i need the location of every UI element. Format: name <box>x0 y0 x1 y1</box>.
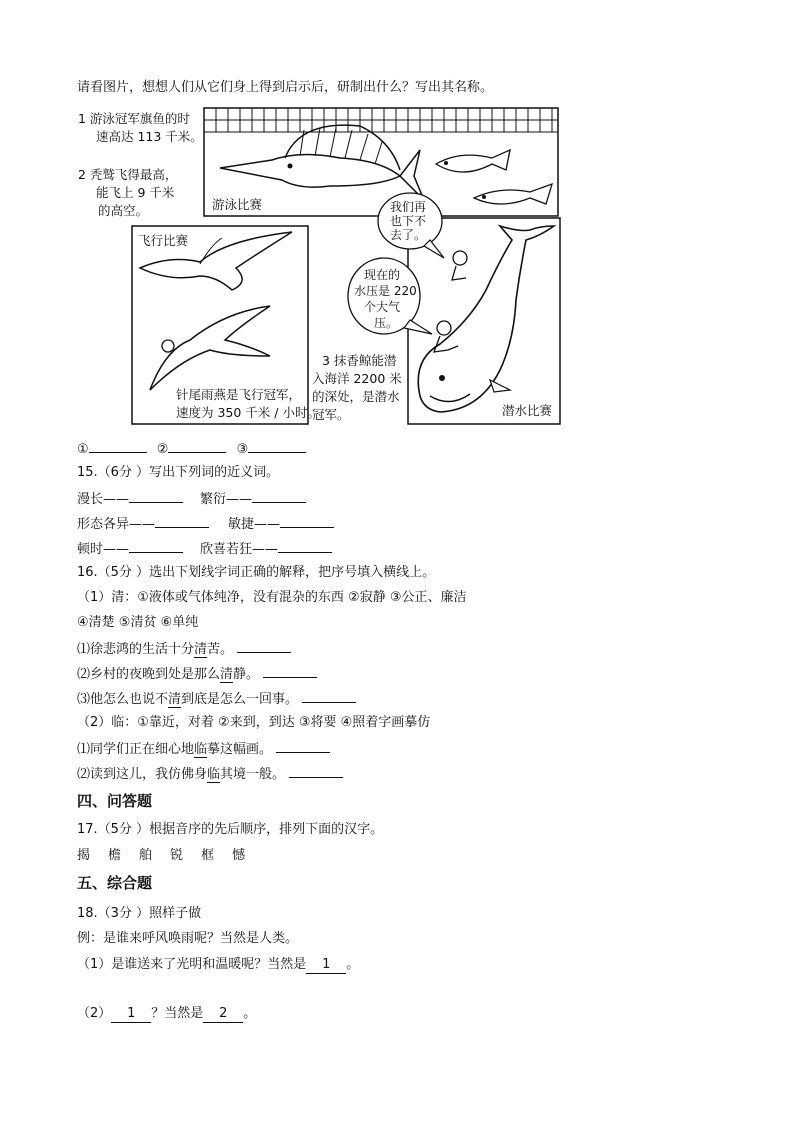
fly-panel-label: 飞行比赛 <box>138 233 189 248</box>
q14-blank-marker-2: ② <box>156 442 169 457</box>
caption-whale-line4: 冠军。 <box>312 407 350 422</box>
q17-chars: 揭 檐 舶 锐 框 憾 <box>77 848 246 863</box>
caption-swift-line1: 针尾雨燕是飞行冠军， <box>176 387 302 402</box>
q15-blank[interactable] <box>129 540 183 553</box>
q14-blank-3[interactable] <box>248 440 306 453</box>
q15-row-3-left: 顿时—— <box>77 540 183 558</box>
q17-title: 17.（5分 ）根据音序的先后顺序，排列下面的汉字。 <box>77 822 384 837</box>
q16-part2-item-1: ⑴同学们正在细心地临摹这幅画。 <box>77 740 330 758</box>
bubble2-line4: 压。 <box>374 316 399 330</box>
q18-item-1: （1）是谁送来了光明和温暖呢？当然是 1 。 <box>77 957 360 972</box>
bubble2-line1: 现在的 <box>364 268 401 282</box>
q16-part1-item-2: ⑵乡村的夜晚到处是那么清静。 <box>77 665 317 683</box>
section-heading-4: 四、问答题 <box>77 792 153 810</box>
q14-blank-marker-3: ③ <box>236 442 249 457</box>
caption-vulture-line3: 的高空。 <box>98 203 149 218</box>
q16-part1-item-1: ⑴徐悲鸿的生活十分清苦。 <box>77 640 291 658</box>
q16-blank[interactable] <box>276 740 330 753</box>
caption-sailfish-line2: 速高达 113 千米。 <box>96 129 203 144</box>
q16-blank[interactable] <box>237 640 291 653</box>
bubble2-line3: 个大气 <box>364 300 401 314</box>
q18-title: 18.（3分 ）照样子做 <box>77 906 202 921</box>
q16-part2-definitions: （2）临：①靠近，对着 ②来到，到达 ③将要 ④照着字画摹仿 <box>77 715 431 730</box>
q16-part1-item-3: ⑶他怎么也说不清到底是怎么一回事。 <box>77 690 356 708</box>
q15-blank[interactable] <box>155 515 209 528</box>
q15-blank[interactable] <box>280 515 334 528</box>
q15-row-2-right: 敏捷—— <box>228 515 334 533</box>
swim-panel-label: 游泳比赛 <box>212 197 263 212</box>
q16-part2-item-2: ⑵读到这儿，我仿佛身临其境一般。 <box>77 765 343 783</box>
q16-blank[interactable] <box>289 765 343 778</box>
q18-example: 例：是谁来呼风唤雨呢？当然是人类。 <box>77 931 299 946</box>
q15-row-1-right: 繁衍—— <box>200 490 306 508</box>
q14-blank-1[interactable] <box>89 440 147 453</box>
q18-answer-2a[interactable]: 1 <box>111 1006 151 1023</box>
q16-part1-definitions-cont: ④清楚 ⑤清贫 ⑥单纯 <box>77 615 199 630</box>
question-intro: 请看图片，想想人们从它们身上得到启示后，研制出什么？写出其名称。 <box>77 80 494 95</box>
section-heading-5: 五、综合题 <box>77 874 153 892</box>
q15-row-2-left: 形态各异—— <box>77 515 209 533</box>
q14-answer-row <box>77 440 306 458</box>
bubble1-line1: 我们再 <box>390 200 427 214</box>
q15-blank[interactable] <box>278 540 332 553</box>
q16-blank[interactable] <box>302 690 356 703</box>
q18-item-2: （2） 1 ？当然是 2 。 <box>77 1006 257 1021</box>
dive-panel-label: 潜水比赛 <box>502 403 553 418</box>
caption-swift-line2: 速度为 350 千米 / 小时。 <box>176 405 320 420</box>
q14-blank-2[interactable] <box>168 440 226 453</box>
q16-blank[interactable] <box>263 665 317 678</box>
caption-sailfish-line1: 1 游泳冠军旗鱼的时 <box>78 111 190 126</box>
q18-answer-2b[interactable]: 2 <box>203 1006 243 1023</box>
q15-blank[interactable] <box>252 490 306 503</box>
q16-part1-definitions: （1）清：①液体或气体纯净，没有混杂的东西 ②寂静 ③公正、廉洁 <box>77 590 467 605</box>
bubble1-line2: 也下不 <box>390 214 427 228</box>
caption-vulture-line2: 能飞上 9 千米 <box>96 185 175 200</box>
q15-title: 15.（6分 ）写出下列词的近义词。 <box>77 465 280 480</box>
q15-row-1-left: 漫长—— <box>77 490 183 508</box>
bubble2-line2: 水压是 220 <box>354 284 417 298</box>
caption-whale-line1: 3 抹香鲸能潜 <box>322 353 397 368</box>
q15-row-3-right: 欣喜若狂—— <box>200 540 332 558</box>
q16-title: 16.（5分 ）选出下划线字词正确的解释，把序号填入横线上。 <box>77 565 436 580</box>
q14-blank-marker-1: ① <box>77 442 89 457</box>
q18-answer-1[interactable]: 1 <box>306 957 346 974</box>
caption-vulture-line1: 2 秃鹫飞得最高， <box>78 167 178 182</box>
q15-blank[interactable] <box>129 490 183 503</box>
caption-whale-line2: 入海洋 2200 米 <box>312 371 402 386</box>
bubble1-line3: 去了。 <box>390 228 427 242</box>
caption-whale-line3: 的深处，是潜水 <box>312 389 400 404</box>
